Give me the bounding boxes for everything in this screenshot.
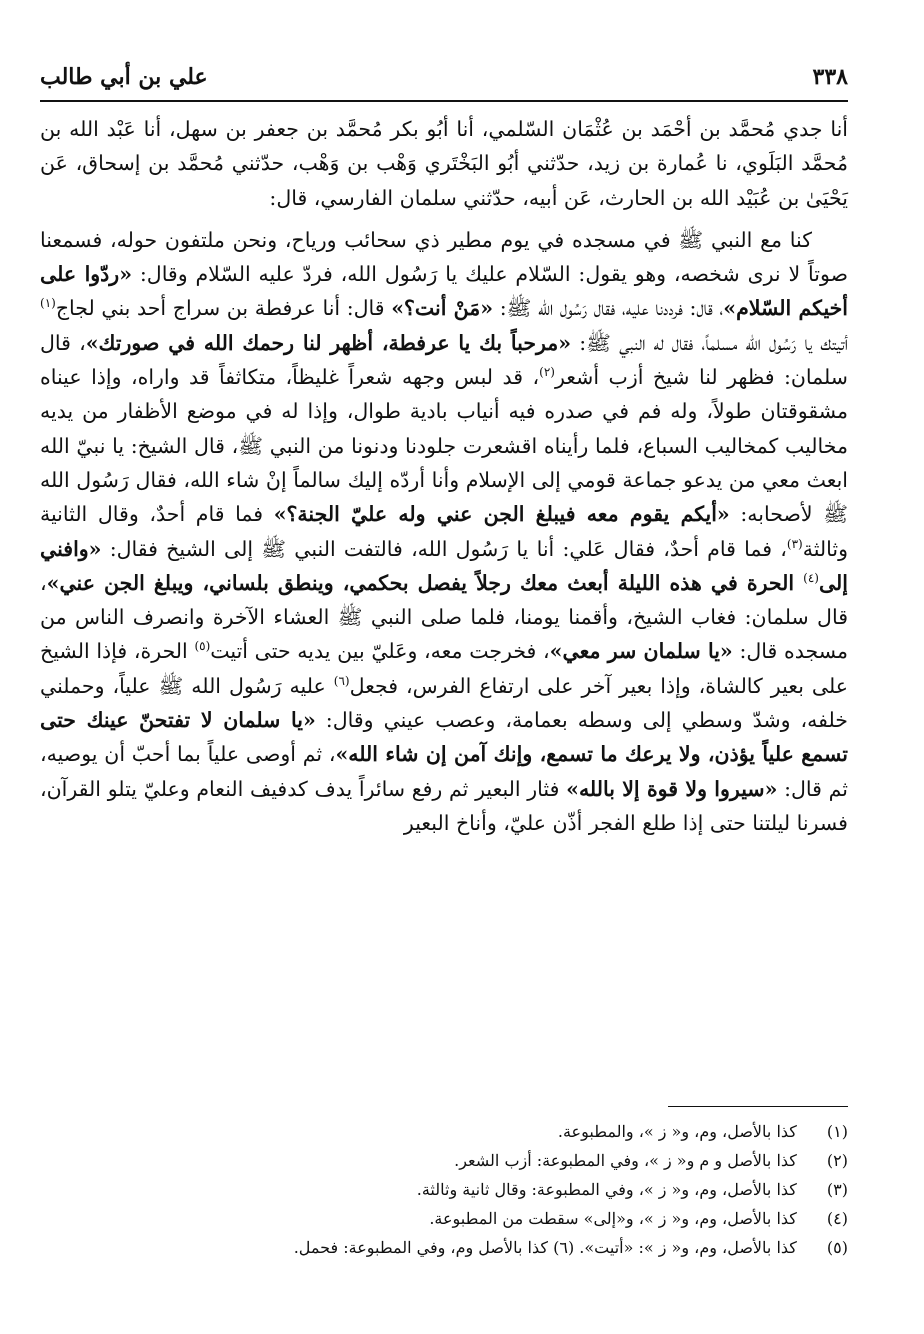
footnote-ref: (١)	[40, 296, 56, 311]
hadith-quote: «يا سلمان سر معي»	[549, 639, 733, 664]
footnote-text: كذا بالأصل و م و« ز »، وفي المطبوعة: أزب الشعر.	[454, 1151, 797, 1170]
footnote-ref: (٦)	[333, 673, 350, 688]
footnote-text: كذا بالأصل، وم، و« ز »، والمطبوعة.	[557, 1122, 797, 1141]
footnote-number: (١)	[826, 1122, 848, 1141]
footnote-text: كذا بالأصل، وم، و« ز »، و«إلى» سقطت من المطبوعة.	[429, 1209, 797, 1228]
footnote-item	[40, 1146, 848, 1175]
footnote-item	[40, 1117, 848, 1146]
footnote-text: كذا بالأصل، وم، و« ز »: «أتيت».	[579, 1238, 797, 1257]
footnotes-section	[40, 1106, 848, 1262]
narrative-text: قال: أنا عرفطة بن سراج أحد بني لجاج	[55, 296, 392, 321]
page-header	[40, 60, 848, 102]
narrative-text: كنا مع النبي ﷺ في مسجده في يوم مطير ذي سحائب ورياح، ونحن ملتفون حوله، فسمعنا صوتاً لا نرى شخصه، وهو يقول: السّلام عليك يا رَسُول الله، فردّ عليه السّلام وقال:	[40, 227, 848, 287]
footnote-number: (٣)	[826, 1180, 848, 1199]
footnote-text: كذا بالأصل وم، وفي المطبوعة: فحمل.	[293, 1238, 548, 1257]
narrative-text: أتيتك يا رَسُول الله مسلماً، فقال له النبي ﷺ:	[571, 330, 849, 355]
narrative-paragraph	[40, 223, 848, 840]
footnote-ref: (٤)	[803, 571, 819, 586]
footnote-item	[294, 1238, 574, 1257]
hadith-quote: «ردّوا على أخيكم السّلام»	[40, 262, 849, 321]
running-title: علي بن أبي طالب	[40, 64, 208, 90]
footnote-number: (٢)	[826, 1151, 848, 1170]
narrative-text: ، فخرجت معه، وعَليّ بين يديه حتى أتيت	[210, 639, 550, 664]
footnote-item	[40, 1175, 848, 1204]
footnote-number: (٦)	[553, 1238, 575, 1257]
narrative-text: ، ثم أوصى علياً بما أحبّ أن يوصيه، ثم قال:	[40, 742, 848, 801]
footnote-ref: (٥)	[194, 639, 211, 654]
footnote-ref: (٢)	[539, 365, 555, 380]
hadith-quote: «يا سلمان لا تفتحنّ عينك حتى تسمع علياً يؤذن، ولا يرعك ما تسمع، وإنك آمن إن شاء الله»	[40, 708, 848, 767]
narrative-text: عليه رَسُول الله ﷺ علياً، وحملني خلفه، وشدّ وسطي إلى وسطه بعمامة، وعصب عيني وقال:	[40, 673, 848, 733]
narrative-text: ، فما قام أحدٌ، فقال عَلي: أنا يا رَسُول الله، فالتفت النبي ﷺ إلى الشيخ فقال:	[101, 536, 787, 561]
footnote-row	[40, 1233, 848, 1262]
main-text	[40, 112, 848, 840]
hadith-quote: الحرة في هذه الليلة أبعث معك رجلاً يفصل بحكمي، وينطق بلساني، ويبلغ الجن عني»	[46, 570, 804, 595]
footnote-number: (٤)	[826, 1209, 848, 1228]
footnote-divider	[668, 1106, 848, 1107]
narrative-text: الحرة، فإذا الشيخ على بعير كالشاة، وإذا بعير آخر على ارتفاع الفرس، فجعل	[40, 639, 848, 698]
narrative-text: فما قام أحدٌ، وقال الثانية وثالثة	[40, 502, 848, 561]
hadith-quote: «سيروا ولا قوة إلا بالله»	[566, 776, 778, 801]
isnad-paragraph: أنا جدي مُحمَّد بن أحْمَد بن عُثْمَان السّلمي، أنا أبُو بكر مُحمَّد بن جعفر بن سهل، أنا عَبْد الله بن مُحمَّد البَلَوي، نا عُمارة بن زيد، حدّثني أبُو البَخْتَري وَهْب بن وَهْب، حدّثني مُحمَّد بن إسحاق، عَن يَحْيَىٰ بن عُبَيْد الله بن الحارث، عَن أبيه، حدّثني سلمان الفارسي، قال:	[40, 117, 848, 210]
footnote-ref: (٣)	[786, 536, 803, 551]
narrative-text: ، قد لبس وجهه شعراً غليظاً، متكاثفاً قد واراه، وإذا عيناه مشقوقتان طولاً، وله فم في صدره فيه أنياب بادية طوال، وإذا له في موضع الأظفار من يديه مخاليب كمخاليب السباع، فلما رأيناه اقشعرت جلودنا ودنونا من النبي ﷺ، قال الشيخ: يا نبيّ الله ابعث معي من يدعو جماعة قومي إلى الإسلام وأنا أردّه إليك سالماً إنْ شاء الله، فقال رَسُول الله ﷺ لأصحابه:	[40, 365, 848, 527]
narrative-text: ، قال: فرددنا عليه، فقال رَسُول الله ﷺ:	[493, 296, 724, 321]
hadith-quote: «مَنْ أنت؟»	[391, 296, 494, 321]
footnote-number: (٥)	[826, 1238, 848, 1257]
narrative-text: ، قال سلمان: فظهر لنا شيخ أزب أشعر	[40, 330, 848, 390]
page-number: ٣٣٨	[812, 64, 848, 90]
narrative-text: ، قال سلمان: فغاب الشيخ، وأقمنا يومنا، فلما صلى النبي ﷺ العشاء الآخرة وانصرف الناس من مسجده قال:	[40, 570, 848, 664]
hadith-quote: «مرحباً بك يا عرفطة، أظهر لنا رحمك الله في صورتك»	[85, 330, 572, 355]
footnote-list	[40, 1117, 848, 1262]
footnote-item	[40, 1204, 848, 1233]
footnote-text: كذا بالأصل، وم، و« ز »، وفي المطبوعة: وقال ثانية وثالثة.	[416, 1180, 797, 1199]
hadith-quote: «وافني إلى	[40, 536, 848, 595]
footnote-item	[574, 1238, 848, 1257]
narrative-text: فثار البعير ثم رفع سائراً يدف كدفيف النعام وعليّ يتلو القرآن، فسرنا ليلتنا حتى إذا طلع الفجر أذّن عليّ، وأناخ البعير	[40, 776, 848, 835]
book-page	[40, 60, 849, 1257]
hadith-quote: «أيكم يقوم معه فيبلغ الجن عني وله عليّ الجنة؟»	[273, 502, 730, 527]
